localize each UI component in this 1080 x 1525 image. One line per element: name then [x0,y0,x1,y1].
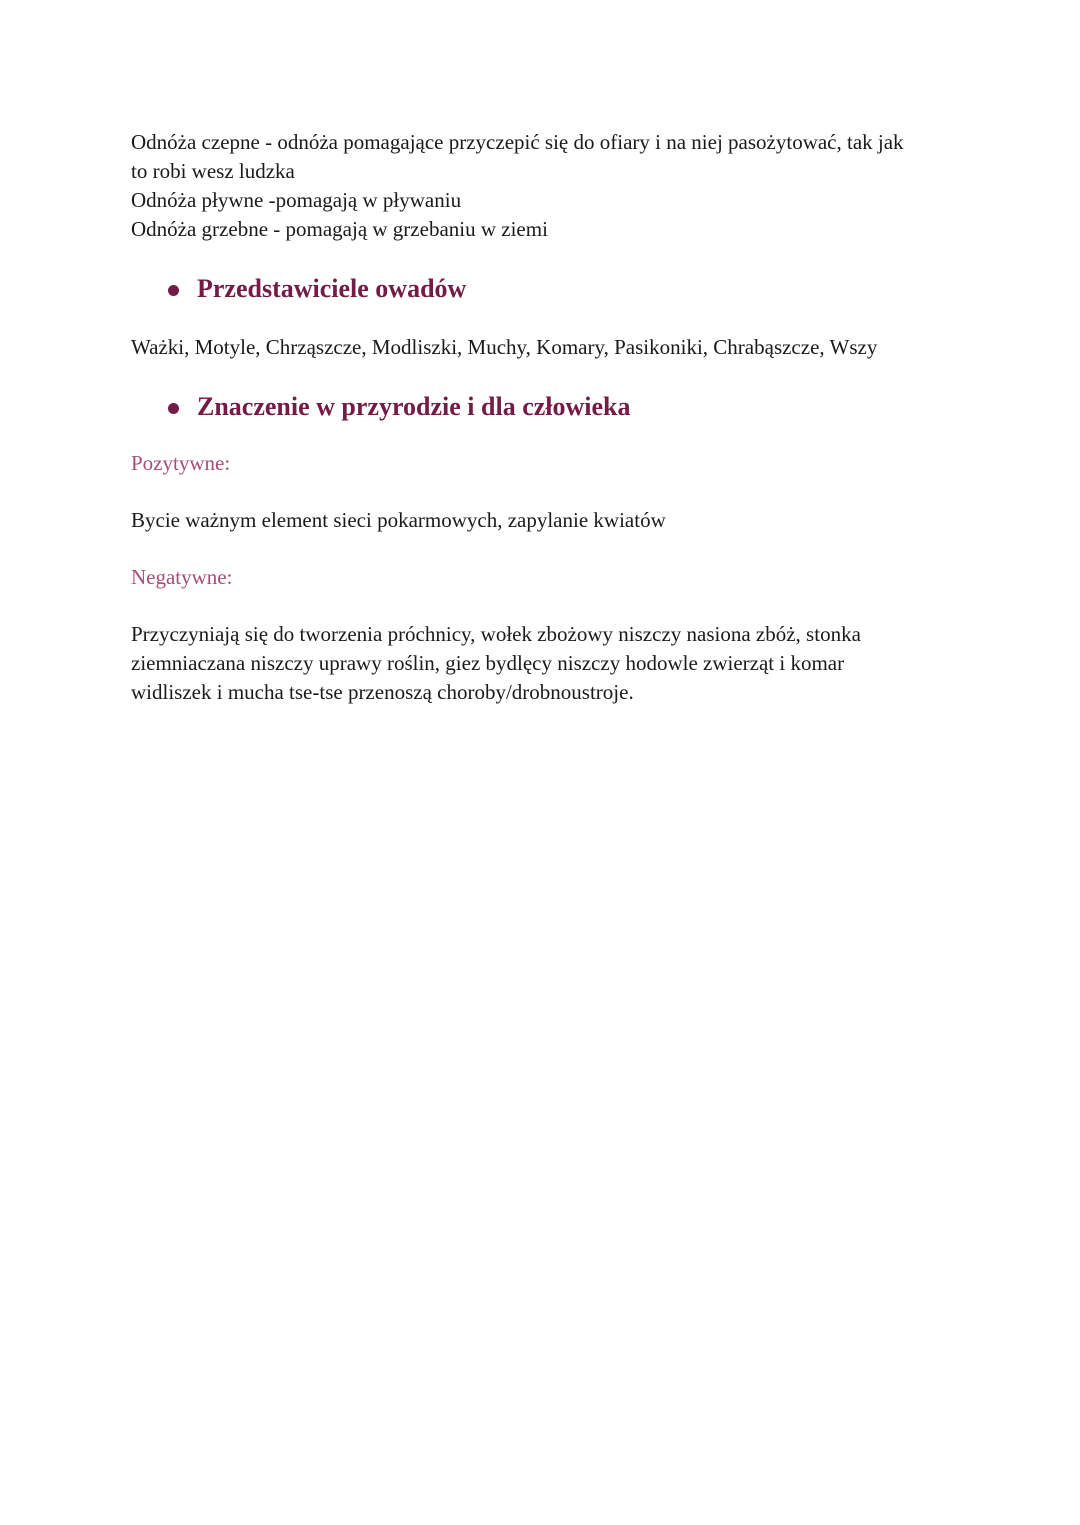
negative-label: Negatywne: [131,565,233,589]
negative-line-1: Przyczyniają się do tworzenia próchnicy, wołek zbożowy niszczy nasiona zbóż, stonka [131,622,861,646]
legs-line-3: Odnóża pływne -pomagają w pływaniu [131,188,462,212]
legs-line-4: Odnóża grzebne - pomagają w grzebaniu w ziemi [131,217,548,241]
heading-text: Znaczenie w przyrodzie i dla człowieka [197,392,631,421]
legs-line-1: Odnóża czepne - odnóża pomagające przyczepić się do ofiary i na niej pasożytować, tak jak [131,130,904,154]
positive-text: Bycie ważnym element sieci pokarmowych, zapylanie kwiatów [131,508,666,532]
negative-line-3: widliszek i mucha tse-tse przenoszą choroby/drobnoustroje. [131,680,634,704]
bullet-icon [168,403,179,414]
heading-text: Przedstawiciele owadów [197,274,467,303]
bullet-icon [168,285,179,296]
document-page [131,128,951,707]
legs-line-2: to robi wesz ludzka [131,159,295,183]
negative-line-2: ziemniaczana niszczy uprawy roślin, giez bydlęcy niszczy hodowle zwierząt i komar [131,651,845,675]
legs-paragraph [131,128,951,244]
section-heading-insect-representatives [131,272,951,306]
negative-paragraph [131,620,951,707]
section-heading-significance [131,390,951,424]
positive-label: Pozytywne: [131,451,231,475]
representatives-list: Ważki, Motyle, Chrząszcze, Modliszki, Muchy, Komary, Pasikoniki, Chrabąszcze, Wszy [131,335,878,359]
